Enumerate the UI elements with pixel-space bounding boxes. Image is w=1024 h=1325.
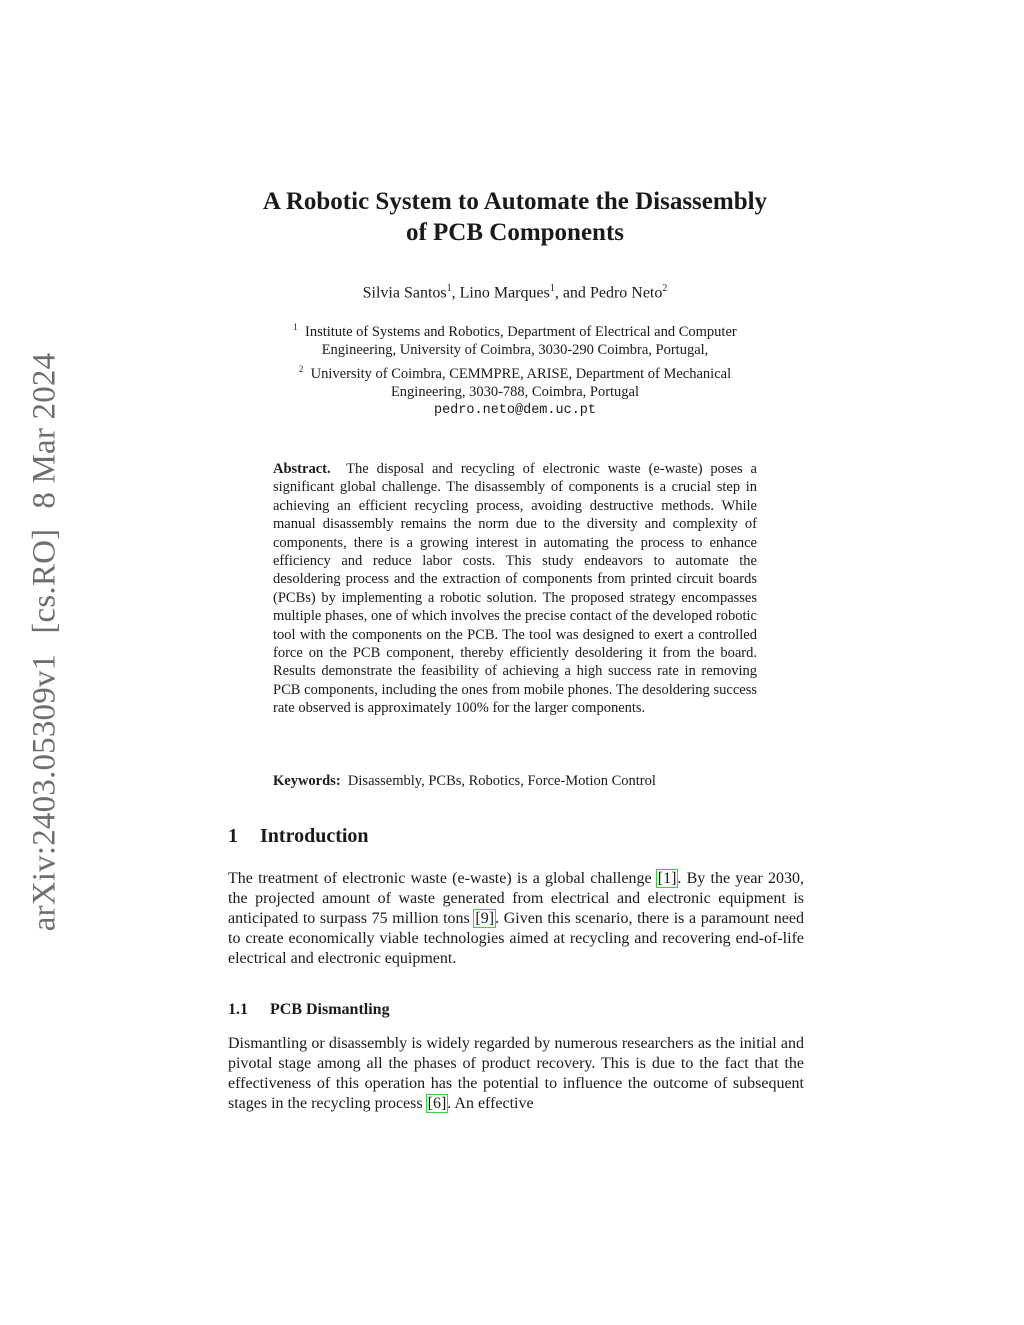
arxiv-id: arXiv:2403.05309v1 [26, 653, 63, 932]
affiliation-1-line-1: Institute of Systems and Robotics, Department of Electrical and Computer [305, 323, 737, 340]
arxiv-stamp-text [27, 353, 64, 932]
affiliation-2-mark: 2 [298, 363, 304, 374]
subsection-heading-pcb-dismantling [228, 1001, 390, 1019]
intro-text-a: The treatment of electronic waste (e-waste) is a global challenge [228, 870, 657, 887]
author-3-prefix: , and [554, 284, 590, 302]
author-3-mark: 2 [662, 283, 668, 294]
author-1-name: Silvia Santos [362, 284, 447, 302]
arxiv-date: 8 Mar 2024 [26, 352, 63, 509]
abstract-text: The disposal and recycling of electronic waste (e-waste) poses a significant global challenge. The disassembly of components is a crucial step in achieving an efficient recycling process, avoiding destructive methods. While manual disassembly remains the norm due to the diversity and complexity of components, there is a growing interest in automating the process to enhance efficiency and reduce labor costs. This study endeavors to automate the desoldering process and the extraction of components from printed circuit boards (PCBs) by implementing a robotic solution. The proposed strategy encompasses multiple phases, one of which involves the precise contact of the developed robotic tool with the components on the PCB. The tool was designed to exert a controlled force on the PCB component, thereby efficiently desoldering it from the board. Results demonstrate the feasibility of achieving a high success rate in removing PCB components, including the ones from mobile phones. The desoldering success rate observed is approximately 100% for the larger components. [273, 461, 757, 717]
section-heading-introduction [228, 825, 369, 848]
author-1-mark: 1 [446, 283, 452, 294]
title-line-2: of PCB Components [405, 219, 625, 246]
keywords [273, 773, 757, 790]
affiliation-1-mark: 1 [293, 322, 298, 332]
author-3-name: Pedro Neto [589, 284, 663, 302]
title-line-1: A Robotic System to Automate the Disassembly [262, 188, 768, 215]
keywords-text: Disassembly, PCBs, Robotics, Force-Motion Control [347, 773, 656, 789]
affiliations [240, 318, 790, 420]
dismantling-text-b: . An effective [447, 1095, 534, 1112]
intro-text-b: . By the year 2030, the projected amount of waste generated from electrical and electronic equipment is anticipated to surpass 75 million tons [228, 870, 804, 927]
author-2-name: Lino Marques [459, 284, 550, 302]
paper-title [200, 186, 830, 248]
arxiv-category: [cs.RO] [26, 528, 63, 634]
intro-text-c: . Given this scenario, there is a paramount need to create economically viable technologies aimed at recycling and recovering end-of-life electrical and electronic equipment. [228, 910, 805, 967]
subsection-number: 1.1 [228, 1001, 248, 1018]
affiliation-2 [240, 360, 790, 402]
dismantling-text-a: Dismantling or disassembly is widely regarded by numerous researchers as the initial and pivotal stage among all the phases of product recovery. This is due to the fact that the effectiveness of this operation has the potential to influence the outcome of subsequent stages in the recycling process [228, 1035, 804, 1112]
citation-link-6[interactable]: [6] [427, 1095, 447, 1112]
section-title: Introduction [260, 825, 369, 847]
abstract [273, 460, 757, 718]
affiliation-2-line-1: University of Coimbra, CEMMPRE, ARISE, Department of Mechanical [310, 365, 732, 382]
contact-email[interactable]: pedro.neto@dem.uc.pt [433, 402, 597, 418]
author-list: Silvia Santos$^1$, Lino Marques$^1$, and Pedro Neto$^2$ [362, 283, 668, 302]
affiliation-1 [240, 318, 790, 360]
keywords-label: Keywords: [273, 773, 341, 789]
introduction-paragraph [228, 869, 804, 969]
pcb-dismantling-paragraph [228, 1034, 804, 1114]
abstract-label: Abstract. [273, 461, 331, 477]
affiliation-2-line-2: Engineering, 3030-788, Coimbra, Portugal [390, 384, 640, 401]
author-2-mark: 1 [549, 283, 555, 294]
section-number: 1 [228, 825, 238, 847]
citation-link-9[interactable]: [9] [475, 910, 495, 927]
citation-link-1[interactable]: [1] [657, 870, 677, 887]
arxiv-sidebar-stamp [20, 352, 70, 932]
subsection-title: PCB Dismantling [270, 1001, 390, 1018]
affiliation-1-line-2: Engineering, University of Coimbra, 3030-290 Coimbra, Portugal, [321, 342, 709, 359]
